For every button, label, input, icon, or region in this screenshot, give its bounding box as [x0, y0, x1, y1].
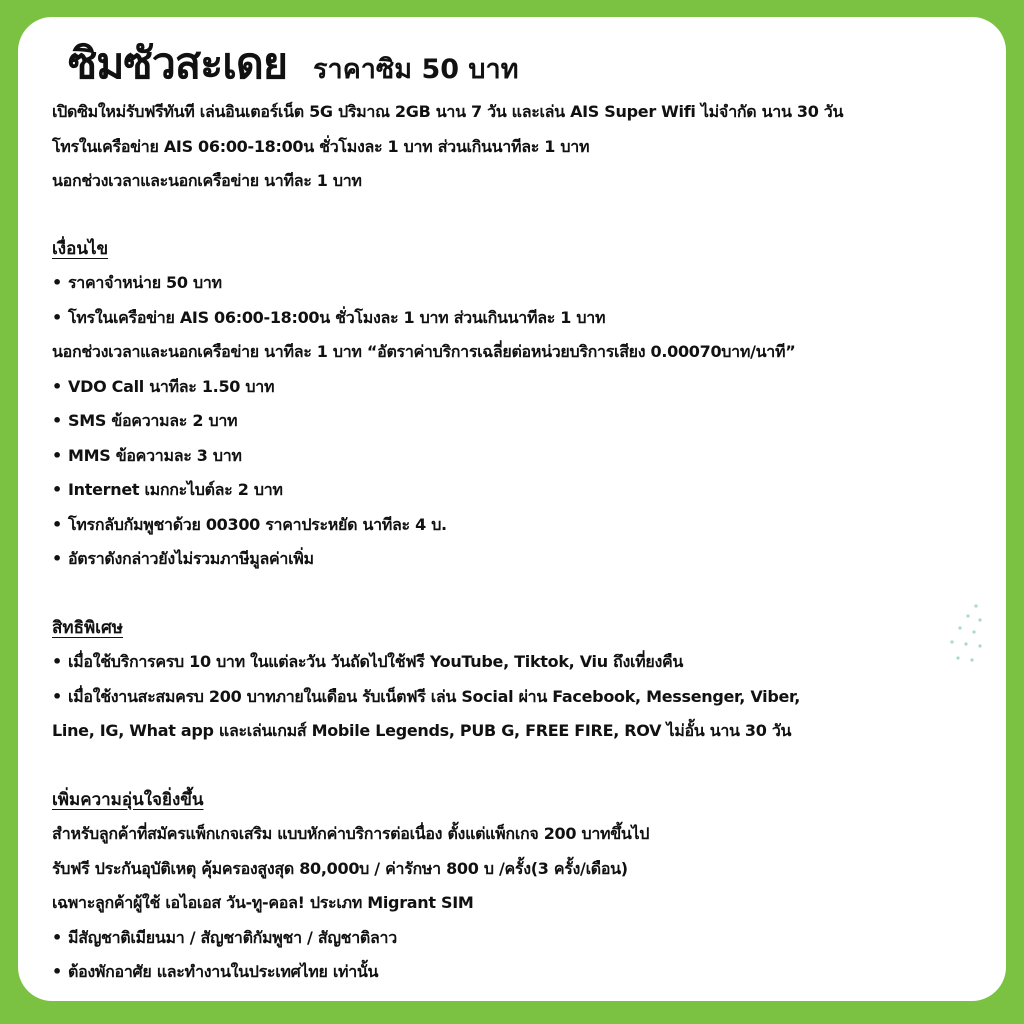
conditions-line	[52, 335, 982, 370]
info-card	[18, 17, 1006, 1001]
assurance-line-text: สำหรับลูกค้าที่สมัครแพ็กเกจเสริม แบบหักค่าบริการต่อเนื่อง ตั้งแต่แพ็กเกจ 200 บาทขึ้นไป	[52, 824, 650, 843]
conditions-line-text: นอกช่วงเวลาและนอกเครือข่าย นาทีละ 1 บาท “อัตราค่าบริการเฉลี่ยต่อหน่วยบริการเสียง 0.00070บาท/นาที”	[52, 342, 796, 361]
conditions-line	[52, 301, 982, 336]
conditions-line-text: VDO Call นาทีละ 1.50 บาท	[68, 376, 275, 396]
conditions-line-text: ราคาจำหน่าย 50 บาท	[68, 273, 222, 292]
conditions-line	[52, 404, 982, 439]
intro-line: เปิดซิมใหม่รับฟรีทันที เล่นอินเตอร์เน็ต 5G ปริมาณ 2GB นาน 7 วัน และเล่น AIS Super Wifi ไม่จำกัด นาน 30 วัน	[52, 102, 844, 121]
conditions-line	[52, 508, 982, 543]
bullet-icon: •	[52, 480, 62, 499]
conditions-line-text: อัตราดังกล่าวยังไม่รวมภาษีมูลค่าเพิ่ม	[68, 549, 314, 568]
assurance-heading: เพิ่มความอุ่นใจยิ่งขึ้น	[52, 789, 204, 810]
intro-line: นอกช่วงเวลาและนอกเครือข่าย นาทีละ 1 บาท	[52, 171, 362, 190]
assurance-line-text: ต้องพักอาศัย และทำงานในประเทศไทย เท่านั้น	[68, 962, 379, 981]
conditions-line-text: Internet เมกกะไบต์ละ 2 บาท	[68, 480, 283, 499]
bullet-icon: •	[52, 445, 62, 465]
bullet-icon: •	[52, 686, 62, 706]
assurance-section	[52, 783, 982, 990]
privileges-heading: สิทธิพิเศษ	[52, 617, 123, 638]
intro-line: โทรในเครือข่าย AIS 06:00-18:00น ชั่วโมงละ 1 บาท ส่วนเกินนาทีละ 1 บาท	[52, 136, 590, 156]
price-subtitle: ราคาซิม 50 บาท	[313, 54, 519, 85]
conditions-line-text: MMS ข้อความละ 3 บาท	[68, 445, 242, 465]
conditions-line-text: โทรในเครือข่าย AIS 06:00-18:00น ชั่วโมงละ 1 บาท ส่วนเกินนาทีละ 1 บาท	[68, 307, 606, 327]
conditions-line-text: SMS ข้อความละ 2 บาท	[68, 411, 238, 430]
bullet-icon: •	[52, 273, 62, 292]
bullet-icon: •	[52, 927, 62, 947]
bullet-icon: •	[52, 376, 62, 396]
assurance-line-text: เฉพาะลูกค้าผู้ใช้ เอไอเอส วัน-ทู-คอล! ประเภท Migrant SIM	[52, 893, 474, 912]
conditions-line	[52, 266, 982, 301]
conditions-list	[52, 266, 982, 577]
page-title: ซิมซัวสะเดย	[68, 39, 288, 89]
conditions-line-text: โทรกลับกัมพูชาด้วย 00300 ราคาประหยัด นาทีละ 4 บ.	[68, 514, 447, 534]
conditions-line	[52, 370, 982, 405]
conditions-line	[52, 473, 982, 508]
intro-section	[52, 95, 982, 199]
decorative-dots-icon	[946, 602, 986, 672]
bullet-icon: •	[52, 652, 62, 671]
assurance-line	[52, 955, 982, 990]
assurance-line-text: รับฟรี ประกันอุบัติเหตุ คุ้มครองสูงสุด 80,000บ / ค่ารักษา 800 บ /ครั้ง(3 ครั้ง/เดือน)	[52, 858, 628, 878]
assurance-line-text: มีสัญชาติเมียนมา / สัญชาติกัมพูชา / สัญชาติลาว	[68, 927, 397, 947]
bullet-icon: •	[52, 962, 62, 981]
content	[52, 29, 982, 990]
privileges-section	[52, 611, 982, 749]
privileges-line	[52, 645, 982, 680]
conditions-heading: เงื่อนไข	[52, 238, 109, 259]
bullet-icon: •	[52, 307, 62, 327]
title-row	[68, 29, 982, 95]
privileges-line-text: เมื่อใช้บริการครบ 10 บาท ในแต่ละวัน วันถัดไปใช้ฟรี YouTube, Tiktok, Viu ถึงเที่ยงคืน	[68, 652, 684, 671]
privileges-line-text: Line, IG, What app และเล่นเกมส์ Mobile Legends, PUB G, FREE FIRE, ROV ไม่อั้น นาน 30 วัน	[52, 721, 792, 740]
conditions-line	[52, 439, 982, 474]
assurance-line	[52, 852, 982, 887]
bullet-icon: •	[52, 514, 62, 534]
conditions-line	[52, 542, 982, 577]
privileges-list	[52, 645, 982, 749]
bullet-icon: •	[52, 411, 62, 430]
bullet-icon: •	[52, 549, 62, 568]
privileges-line	[52, 680, 982, 715]
assurance-line	[52, 817, 982, 852]
conditions-section	[52, 232, 982, 577]
privileges-line	[52, 714, 982, 749]
assurance-list	[52, 817, 982, 990]
privileges-line-text: เมื่อใช้งานสะสมครบ 200 บาทภายในเดือน รับเน็ตฟรี เล่น Social ผ่าน Facebook, Messenger, Viber,	[68, 686, 801, 706]
assurance-line	[52, 886, 982, 921]
assurance-line	[52, 921, 982, 956]
